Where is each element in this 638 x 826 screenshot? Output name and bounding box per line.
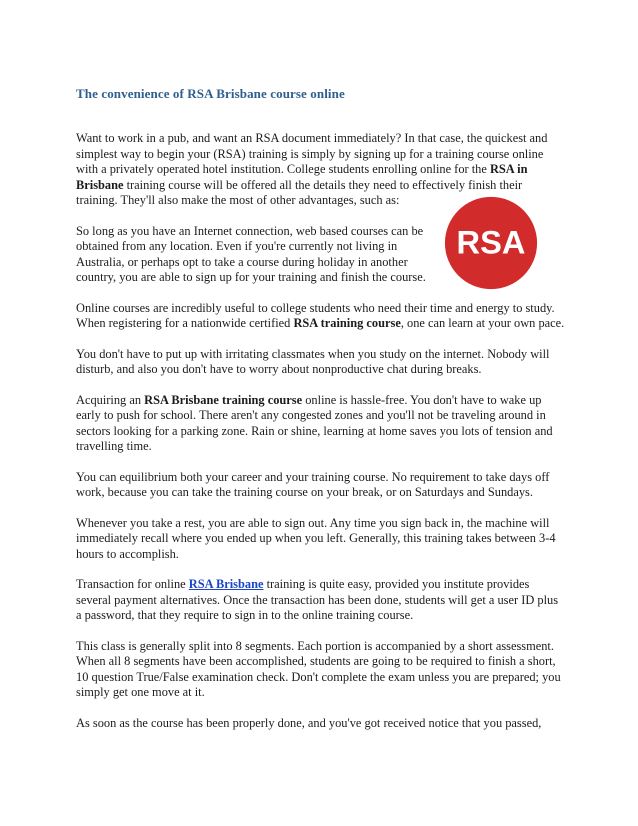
paragraph-3-text-a: Online courses are incredibly useful to college students who need their time and energy to study. When registering for a nationwide certified [76,300,555,330]
keyword-rsa-brisbane-training-course: RSA Brisbane training course [144,392,303,407]
paragraph-1 [76,131,566,209]
keyword-rsa-training-course: RSA training course [293,316,401,330]
paragraph-6: You can equilibrium both your career and your training course. No requirement to take days off work, because you can take the training course on your break, or on Saturdays and Sundays. [76,469,550,499]
paragraph-3 [76,301,566,332]
paragraph-5 [76,393,566,455]
paragraph-8-text-b: training is quite easy, provided you institute provides several payment alternatives. Once the transaction has been done, students will get a user ID plus a password, that they require to sign in to the online training course. [76,577,559,622]
paragraph-1-text-a: Want to work in a pub, and want an RSA document immediately? In that case, the quickest and simplest way to begin your (RSA) training is simply by signing up for a training course online with a privately operated hotel institution. College students enrolling online for the [76,131,548,176]
article-body [76,131,566,746]
paragraph-4: You don't have to put up with irritating classmates when you study on the internet. Nobody will disturb, and also you don't have to worry about nonproductive chat during breaks. [76,346,550,376]
rsa-brisbane-link[interactable]: RSA Brisbane [188,577,264,591]
paragraph-2: So long as you have an Internet connection, web based courses can be obtained from any location. Even if you're currently not living in Australia, or perhaps opt to take a course during holiday in another country, you are able to sign up for your training and finish the course. [76,223,426,284]
paragraph-1-text-b: training course will be offered all the details they need to effectively finish their training. They'll also make the most of other advantages, such as: [76,177,523,207]
paragraph-10: As soon as the course has been properly done, and you've got received notice that you passed, [76,715,542,730]
rsa-logo-text: RSA [456,223,526,261]
paragraph-3-text-b: , one can learn at your own pace. [400,316,565,330]
paragraph-5-text-a: Acquiring an [76,392,145,407]
paragraph-7: Whenever you take a rest, you are able to sign out. Any time you sign back in, the machine will immediately recall where you ended up when you left. Generally, this training takes between 3-4 hours to accomplish. [76,515,556,561]
page-title: The convenience of RSA Brisbane course online [76,86,345,101]
paragraph-8-text-a: Transaction for online [76,577,189,591]
paragraph-5-text-b: online is hassle-free. You don't have to wake up early to push for school. There aren't any congested zones and you'll not be traveling around in sectors looking for a parking zone. Rain or shine, learning at home saves you lots of tension and travelling time. [76,392,553,453]
paragraph-8 [76,577,566,624]
keyword-rsa-in-brisbane: RSA in Brisbane [76,162,528,192]
paragraph-9: This class is generally split into 8 segments. Each portion is accompanied by a short assessment. When all 8 segments have been accomplished, students are going to be required to finish a short, 10 question True/False examination check. Don't complete the exam unless you are prepared; you simply get one move at it. [76,638,561,699]
